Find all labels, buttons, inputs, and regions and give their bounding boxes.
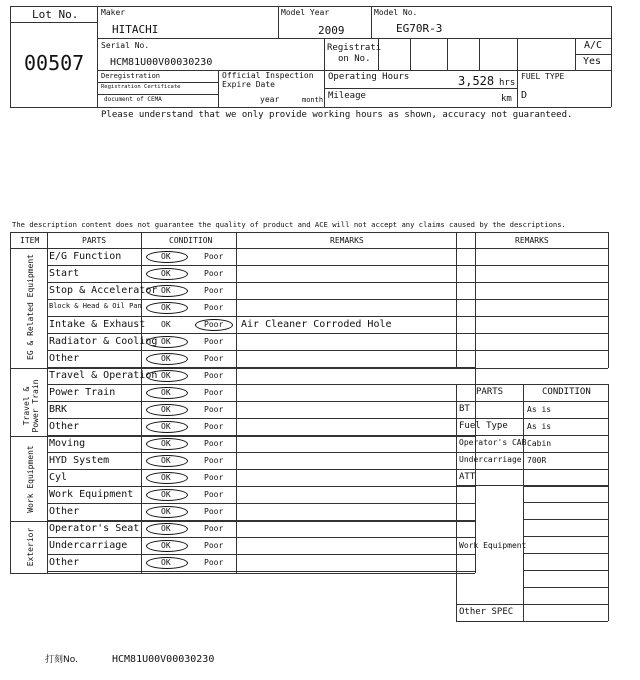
poor-option: Poor [204, 388, 224, 397]
other-spec-label: Other SPEC [459, 607, 514, 617]
ok-option: OK [161, 303, 171, 312]
hrs-unit: hrs [499, 78, 516, 88]
ok-selected-circle [146, 268, 188, 280]
poor-option: Poor [204, 320, 224, 329]
group-label-exterior: Exterior [26, 527, 35, 567]
poor-option: Poor [204, 507, 224, 516]
poor-option: Poor [204, 354, 224, 363]
footer-serial: HCM81U00V00030230 [112, 654, 215, 665]
poor-option: Poor [204, 439, 224, 448]
part-label: Operator's Seat [49, 523, 140, 534]
ok-option: OK [161, 252, 171, 261]
registration-certificate-label: Registration Certificate [101, 84, 181, 90]
operating-hours-label: Operating Hours [328, 72, 410, 82]
ok-selected-circle [146, 353, 188, 365]
ok-option: OK [161, 439, 171, 448]
ok-selected-circle [146, 557, 188, 569]
right-remarks-header: REMARKS [515, 236, 549, 245]
poor-option: Poor [204, 252, 224, 261]
model-no-value: EG70R-3 [396, 22, 443, 35]
ok-selected-circle [146, 285, 188, 297]
mileage-label: Mileage [328, 91, 366, 101]
remark-text: Air Cleaner Corroded Hole [241, 319, 392, 330]
ok-selected-circle [146, 336, 188, 348]
serial-no-label: Serial No. [101, 41, 150, 50]
ok-selected-circle [146, 251, 188, 263]
ok-option: OK [161, 507, 171, 516]
parts-header: PARTS [82, 236, 107, 245]
lot-no-label: Lot No. [32, 8, 79, 21]
part-label: Start [49, 268, 80, 279]
poor-option: Poor [204, 269, 224, 278]
deregistration-label: Deregistration [101, 72, 161, 80]
spec-condition: As is [527, 405, 552, 414]
ok-option: OK [161, 269, 171, 278]
poor-option: Poor [204, 422, 224, 431]
part-label: HYD System [49, 455, 110, 466]
model-no-label: Model No. [374, 8, 418, 17]
part-label: Block & Head & Oil Pan [49, 302, 142, 310]
operating-hours-value: 3,528 [458, 74, 495, 88]
part-label: Travel & Operation [49, 370, 158, 381]
poor-option: Poor [204, 524, 224, 533]
part-label: Other [49, 421, 80, 432]
poor-option: Poor [204, 558, 224, 567]
registration-label-1: Registrati [327, 43, 382, 53]
ok-option: OK [161, 422, 171, 431]
spec-condition: 700R [527, 456, 547, 465]
ac-value: Yes [583, 56, 602, 67]
disclaimer: The description content does not guarantee the quality of product and ACE will not accept any claims caused by the descriptions. [12, 220, 566, 229]
poor-option: Poor [204, 337, 224, 346]
spec-part: Fuel Type [459, 421, 508, 431]
ok-selected-circle [146, 302, 188, 314]
maker-value: HITACHI [112, 23, 159, 36]
poor-option: Poor [204, 456, 224, 465]
group-label-travel: Travel & Power Train [22, 379, 40, 433]
ok-option: OK [161, 524, 171, 533]
ok-selected-circle [146, 523, 188, 535]
footer-label: 打刻No. [45, 655, 78, 665]
ok-selected-circle [146, 421, 188, 433]
model-year-label: Model Year [281, 8, 330, 17]
ok-option: OK [161, 354, 171, 363]
ok-selected-circle [146, 472, 188, 484]
ok-option: OK [161, 558, 171, 567]
maker-label: Maker [101, 8, 126, 17]
fuel-type-value: D [521, 90, 528, 101]
spec-parts-header: PARTS [476, 387, 504, 397]
part-label: Intake & Exhaust [49, 319, 146, 330]
ac-label: A/C [584, 40, 603, 51]
poor-option: Poor [204, 473, 224, 482]
poor-option: Poor [204, 371, 224, 380]
official-inspection-label-1: Official Inspection [222, 71, 314, 80]
part-label: Other [49, 506, 80, 517]
part-label: Power Train [49, 387, 116, 398]
ok-option: OK [161, 337, 171, 346]
part-label: Undercarriage [49, 540, 128, 551]
ok-selected-circle [146, 506, 188, 518]
ok-option: OK [161, 473, 171, 482]
month-label: month [302, 96, 324, 104]
spec-part: Operator's CAB [459, 438, 527, 447]
part-label: Stop & Accelerator [49, 285, 158, 296]
ok-selected-circle [146, 540, 188, 552]
spec-condition-header: CONDITION [542, 387, 591, 397]
model-year-value: 2009 [318, 24, 345, 37]
document-cema-label: document of CEMA [104, 96, 162, 103]
spec-part: Undercarriage [459, 455, 522, 464]
poor-option: Poor [204, 490, 224, 499]
spec-condition: As is [527, 422, 552, 431]
ok-option: OK [161, 371, 171, 380]
poor-selected-circle [195, 319, 233, 331]
part-label: Other [49, 557, 80, 568]
group-label-eg: EG & Related Equipment [26, 254, 35, 360]
item-header: ITEM [20, 236, 40, 245]
working-hours-notice: Please understand that we only provide working hours as shown, accuracy not guaranteed. [101, 110, 573, 120]
ok-option: OK [161, 388, 171, 397]
ok-selected-circle [146, 387, 188, 399]
part-label: Moving [49, 438, 86, 449]
group-label-work: Work Equipment [26, 445, 35, 513]
part-label: BRK [49, 404, 68, 415]
poor-option: Poor [204, 541, 224, 550]
part-label: Radiator & Cooling [49, 336, 158, 347]
ok-selected-circle [146, 455, 188, 467]
official-inspection-label-2: Expire Date [222, 80, 275, 89]
poor-option: Poor [204, 405, 224, 414]
ok-selected-circle [146, 404, 188, 416]
poor-option: Poor [204, 286, 224, 295]
part-label: Other [49, 353, 80, 364]
part-label: Work Equipment [49, 489, 134, 500]
serial-no-value: HCM81U00V00030230 [110, 57, 213, 68]
lot-no-value: 00507 [24, 51, 85, 75]
part-label: E/G Function [49, 251, 122, 262]
ok-option: OK [161, 286, 171, 295]
ok-option: OK [161, 490, 171, 499]
condition-header: CONDITION [169, 236, 213, 245]
spec-part: BT [459, 404, 470, 414]
remarks-header: REMARKS [330, 236, 364, 245]
fuel-type-label: FUEL TYPE [521, 72, 565, 81]
ok-option: OK [161, 541, 171, 550]
part-label: Cyl [49, 472, 68, 483]
ok-option: OK [161, 456, 171, 465]
work-equipment-label: Work Equipment [459, 541, 527, 550]
ok-option: OK [161, 405, 171, 414]
ok-selected-circle [146, 438, 188, 450]
ok-option: OK [161, 320, 171, 329]
ok-selected-circle [146, 489, 188, 501]
ok-selected-circle [146, 370, 188, 382]
spec-condition: Cabin [527, 439, 552, 448]
registration-label-2: on No. [338, 54, 371, 64]
spec-part: ATT [459, 472, 476, 482]
year-label: year [260, 95, 280, 104]
km-unit: km [501, 94, 512, 104]
poor-option: Poor [204, 303, 224, 312]
